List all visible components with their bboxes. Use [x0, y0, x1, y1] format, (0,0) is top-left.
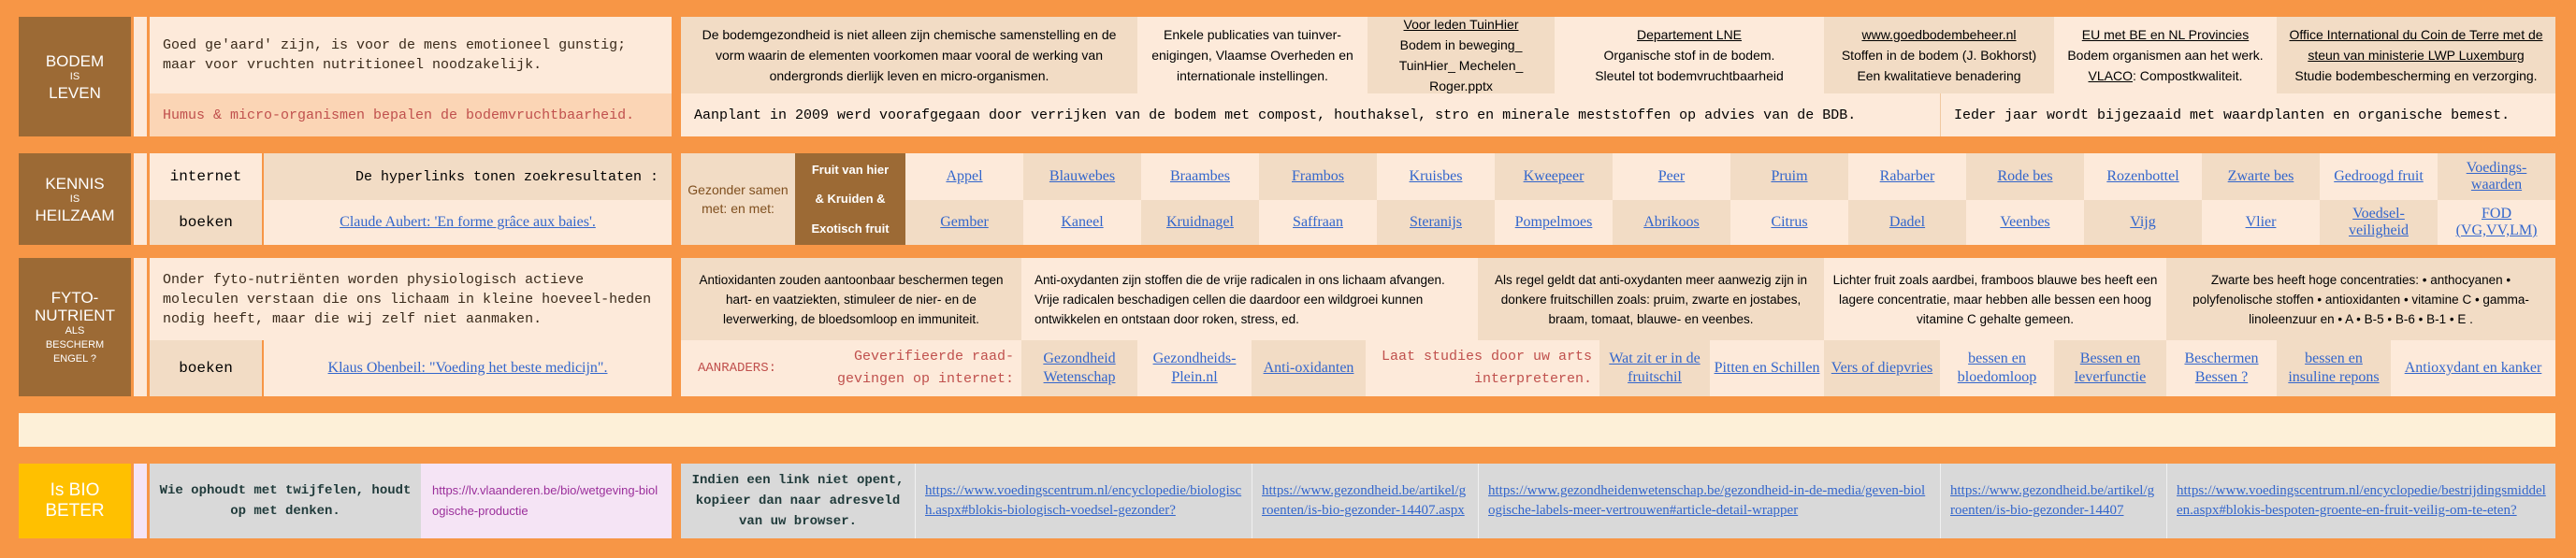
fyto-title-line4: BESCHERM — [45, 338, 105, 351]
aubert-link[interactable]: Claude Aubert: 'En forme grâce aux baies'. — [340, 214, 596, 230]
vlaco-link[interactable]: VLACO — [2088, 68, 2133, 83]
fyto-title-line2: NUTRIENT — [35, 306, 115, 324]
fruit-box-line3: Exotisch fruit — [811, 221, 890, 236]
vlaanderen-link[interactable]: https://lv.vlaanderen.be/bio/wetgeving-biologische-productie — [421, 464, 672, 538]
fruit-0-11 — [2202, 153, 2320, 200]
fruit-1-6-link[interactable]: Abrikoos — [1643, 214, 1700, 230]
spacer — [134, 17, 147, 136]
fruit-1-13-link[interactable]: FOD (VG,VV,LM) — [2455, 206, 2538, 238]
goedbodembeheer-link[interactable]: www.goedbodembeheer.nl — [1861, 27, 2017, 42]
fruit-1-9 — [1966, 200, 2084, 245]
fruit-0-2-link[interactable]: Braambes — [1170, 168, 1230, 184]
indien-text: Indien een link niet opent, kopieer dan naar adresveld van uw browser. — [681, 464, 915, 538]
fruit-0-3 — [1259, 153, 1377, 200]
bio-title-line1: Is BIO — [50, 480, 100, 500]
fyto-boeken-label: boeken — [150, 340, 262, 396]
antiox-text-5: Zwarte bes heeft hoge concentraties: • anthocyanen • polyfenolische stoffen • antioxidanten • vitamine C • gamma-linoleenzuur en • A • B-5 • B-6 • B-1 • E . — [2166, 258, 2555, 340]
advice-b-7-link[interactable]: Antioxydant en kanker — [2404, 360, 2542, 376]
bio-url-0 — [915, 464, 1252, 538]
antiox-text-1: Antioxidanten zouden aantoonbaar beschermen tegen hart- en vaatziekten, stimuleer de nier- en de leverwerking, de bloedsomloop en immuniteit. — [681, 258, 1021, 340]
bio-url-3 — [1940, 464, 2166, 538]
section-title-bio — [19, 464, 131, 538]
tuinhier-cell — [1368, 17, 1555, 93]
lne-link[interactable]: Departement LNE — [1636, 27, 1743, 42]
fyto-title-line1: FYTO- — [51, 288, 99, 307]
fruit-1-5 — [1495, 200, 1613, 245]
advice-b-4 — [2054, 340, 2166, 396]
fruit-1-3-link[interactable]: Saffraan — [1293, 214, 1343, 230]
goedbodembeheer-text2: Een kwalitatieve benadering — [1857, 68, 2021, 83]
advice-b-1 — [1710, 340, 1824, 396]
fyto-title-line3: ALS — [65, 324, 85, 336]
advice-b-0-link[interactable]: Wat zit er in de fruitschil — [1609, 351, 1700, 385]
advice-a-2-link[interactable]: Anti-oxidanten — [1263, 360, 1354, 376]
advice-a-1 — [1137, 340, 1252, 396]
vlaco-text: Compostkwaliteit. — [2139, 68, 2243, 83]
advice-b-3-link[interactable]: bessen en bloedomloop — [1957, 351, 2037, 385]
fruit-0-4 — [1377, 153, 1495, 200]
fruit-0-7 — [1730, 153, 1848, 200]
laat-studies-text: Laat studies door uw arts interpreteren. — [1366, 340, 1599, 396]
empty-band — [19, 413, 2555, 447]
kennis-title-line1: KENNIS — [45, 174, 105, 193]
bio-title-line2: BETER — [45, 501, 105, 521]
bio-url-2-link[interactable]: https://www.gezondheidenwetenschap.be/gezondheid-in-de-media/geven-biologische-labels-meer-vertrouwen#article-detail-wrapper — [1488, 483, 1926, 518]
fruit-1-10-link[interactable]: Vijg — [2130, 214, 2156, 230]
fruit-0-8-link[interactable]: Rabarber — [1879, 168, 1935, 184]
fruit-0-7-link[interactable]: Pruim — [1771, 168, 1808, 184]
advice-b-6 — [2277, 340, 2391, 396]
bio-url-1-link[interactable]: https://www.gezondheid.be/artikel/groenten/is-bio-gezonder-14407.aspx — [1262, 483, 1467, 518]
advice-a-2 — [1252, 340, 1366, 396]
bio-url-1 — [1252, 464, 1478, 538]
section-title-kennis — [19, 153, 131, 245]
eu-text: Bodem organismen aan het werk. — [2067, 48, 2264, 63]
internet-label: internet — [150, 153, 262, 200]
fruit-box — [795, 153, 905, 245]
fruit-0-0-link[interactable]: Appel — [946, 168, 983, 184]
fruit-box-line1: Fruit van hier — [811, 163, 890, 178]
antiox-text-2: Anti-oxydanten zijn stoffen die de vrije radicalen in ons lichaam afvangen. Vrije radicalen beschadigen cellen die daardoor een wildgroei kunnen ontwikkelen en ontstaan door roken, stress, ed. — [1021, 258, 1478, 340]
antiox-text-4: Lichter fruit zoals aardbei, framboos blauwe bes heeft een lagere concentratie, maar hebben alle bessen een hoog vitamine C gehalte gemeen. — [1824, 258, 2166, 340]
advice-b-3 — [1940, 340, 2054, 396]
spacer — [134, 153, 147, 245]
fruit-0-12 — [2320, 153, 2438, 200]
fruit-1-12 — [2320, 200, 2438, 245]
advice-a-1-link[interactable]: Gezondheids-Plein.nl — [1152, 351, 1237, 385]
bio-url-4 — [2166, 464, 2555, 538]
fruit-1-5-link[interactable]: Pompelmoes — [1514, 214, 1593, 230]
antiox-text-3: Als regel geldt dat anti-oxydanten meer aanwezig zijn in donkere fruitschillen zoals: pruim, zwarte en jostabes, braam, tomaat, blauwe- en veenbes. — [1478, 258, 1824, 340]
fruit-1-9-link[interactable]: Veenbes — [2000, 214, 2050, 230]
bio-url-2 — [1478, 464, 1940, 538]
boeken-label: boeken — [150, 200, 262, 245]
fruit-0-12-link[interactable]: Gedroogd fruit — [2334, 168, 2424, 184]
eu-cell: EU met BE en NL Provincies Bodem organismen aan het werk. VLACO: Compostkwaliteit. — [2054, 17, 2277, 93]
advice-b-0 — [1599, 340, 1710, 396]
fruit-1-10 — [2084, 200, 2202, 245]
bodem-intro: De bodemgezondheid is niet alleen zijn chemische samenstelling en de vorm waarin de elementen voorkomen maar vooral de werking van ondergronds dierlijk leven en micro-organismen. — [681, 17, 1137, 93]
section-title-bodem — [19, 17, 131, 136]
publicaties-text: Enkele publicaties van tuinver-enigingen, Vlaamse Overheden en internationale instellingen. — [1137, 17, 1368, 93]
fruit-1-7 — [1730, 200, 1848, 245]
fruit-1-2-link[interactable]: Kruidnagel — [1166, 214, 1234, 230]
fruit-1-8 — [1848, 200, 1966, 245]
office-text: Studie bodembescherming en verzorging. — [2294, 68, 2538, 83]
tuinhier-link[interactable]: Voor leden TuinHier — [1403, 17, 1519, 32]
fruit-0-4-link[interactable]: Kruisbes — [1409, 168, 1463, 184]
fruit-1-6 — [1613, 200, 1730, 245]
fruit-0-6-link[interactable]: Peer — [1657, 168, 1686, 184]
fruit-1-2 — [1141, 200, 1259, 245]
fruit-0-5-link[interactable]: Kweepeer — [1523, 168, 1585, 184]
office-cell — [2277, 17, 2555, 93]
spacer — [134, 464, 147, 538]
fruit-1-7-link[interactable]: Citrus — [1771, 214, 1808, 230]
geverifieerd-text: Geverifieerde raad-gevingen op internet: — [793, 340, 1021, 396]
office-link[interactable]: Office International du Coin de Terre met de steun van ministerie LWP Luxemburg — [2289, 27, 2543, 63]
bodem-title-line1: BODEM — [45, 51, 105, 70]
advice-b-6-link[interactable]: bessen en insuline repons — [2288, 351, 2380, 385]
aubert-cell — [264, 200, 672, 245]
fruit-0-5 — [1495, 153, 1613, 200]
fyto-text: Onder fyto-nutriënten worden physiologisch actieve moleculen verstaan die ons lichaam in kleine hoeveel-heden nodig heeft, maar die wij zelf niet aanmaken. — [150, 258, 672, 340]
bio-url-4-link[interactable]: https://www.voedingscentrum.nl/encyclopedie/bestrijdingsmiddelen.aspx#blokis-bespoten-groente-en-fruit-veilig-om-te-eten? — [2177, 483, 2546, 518]
spacer — [134, 258, 147, 396]
bodem-title-line3: LEVEN — [49, 83, 101, 102]
fruit-0-10 — [2084, 153, 2202, 200]
jaarlijks-text: Ieder jaar wordt bijgezaaid met waardplanten en organische bemest. — [1940, 93, 2555, 136]
fruit-0-1-link[interactable]: Blauwebes — [1049, 168, 1116, 184]
lne-text1: Organische stof in de bodem. — [1603, 48, 1775, 63]
section-title-fyto — [19, 258, 131, 396]
eu-link[interactable]: EU met BE en NL Provincies — [2081, 27, 2250, 42]
fruit-1-11 — [2202, 200, 2320, 245]
fruit-0-3-link[interactable]: Frambos — [1292, 168, 1344, 184]
goedbodembeheer-cell — [1824, 17, 2054, 93]
twijfel-quote: Wie ophoudt met twijfelen, houdt op met denken. — [150, 464, 421, 538]
goedbodembeheer-text1: Stoffen in de bodem (J. Bokhorst) — [1841, 48, 2037, 63]
fruit-1-13 — [2438, 200, 2555, 245]
fruit-1-1-link[interactable]: Kaneel — [1061, 214, 1104, 230]
hyperlinks-text: De hyperlinks tonen zoekresultaten : — [264, 153, 672, 200]
obenbeil-cell — [264, 340, 672, 396]
fruit-0-9 — [1966, 153, 2084, 200]
fruit-1-0-link[interactable]: Gember — [940, 214, 989, 230]
advice-b-5 — [2166, 340, 2277, 396]
tuinhier-text: Bodem in beweging_ TuinHier_ Mechelen_ Roger.pptx — [1398, 37, 1524, 93]
advice-b-4-link[interactable]: Bessen en leverfunctie — [2074, 351, 2147, 385]
advice-a-0-link[interactable]: Gezondheid Wetenschap — [1043, 351, 1116, 385]
advice-b-7 — [2391, 340, 2555, 396]
fruit-1-11-link[interactable]: Vlier — [2245, 214, 2277, 230]
fruit-1-12-link[interactable]: Voedsel-veiligheid — [2349, 206, 2409, 238]
bodem-quote: Goed ge'aard' zijn, is voor de mens emotioneel gunstig; maar voor vruchten nutritioneel noodzakelijk. — [150, 17, 672, 93]
kennis-title-line2: IS — [69, 193, 80, 205]
fruit-1-4 — [1377, 200, 1495, 245]
fruit-0-11-link[interactable]: Zwarte bes — [2227, 168, 2294, 184]
fruit-box-line2: & Kruiden & — [815, 192, 886, 207]
fruit-0-9-link[interactable]: Rode bes — [1997, 168, 2053, 184]
advice-b-2-link[interactable]: Vers of diepvries — [1831, 360, 1933, 376]
bio-url-0-link[interactable]: https://www.voedingscentrum.nl/encyclopedie/biologisch.aspx#blokis-biologisch-voedsel-gezonder? — [925, 483, 1242, 518]
fyto-title-line5: ENGEL ? — [52, 352, 97, 365]
fruit-1-0 — [905, 200, 1023, 245]
fruit-0-0 — [905, 153, 1023, 200]
advice-b-1-link[interactable]: Pitten en Schillen — [1714, 360, 1820, 376]
kennis-title-line3: HEILZAAM — [35, 206, 115, 224]
fruit-1-8-link[interactable]: Dadel — [1889, 214, 1926, 230]
fruit-1-3 — [1259, 200, 1377, 245]
humus-text: Humus & micro-organismen bepalen de bodemvruchtbaarheid. — [150, 93, 672, 136]
advice-b-2 — [1824, 340, 1940, 396]
fruit-0-6 — [1613, 153, 1730, 200]
fruit-0-13 — [2438, 153, 2555, 200]
advice-a-0 — [1021, 340, 1137, 396]
obenbeil-link[interactable]: Klaus Obenbeil: "Voeding het beste medicijn". — [327, 360, 608, 376]
lne-text2: Sleutel tot bodemvruchtbaarheid — [1595, 68, 1784, 83]
aanraders-label: AANRADERS: — [681, 340, 793, 396]
fruit-0-10-link[interactable]: Rozenbottel — [2106, 168, 2179, 184]
fruit-0-2 — [1141, 153, 1259, 200]
bodem-title-line2: IS — [69, 70, 80, 82]
gezonder-text: Gezonder samen met: en met: — [681, 153, 795, 245]
lne-cell — [1555, 17, 1824, 93]
fruit-1-4-link[interactable]: Steranijs — [1410, 214, 1462, 230]
fruit-0-1 — [1023, 153, 1141, 200]
advice-b-5-link[interactable]: Beschermen Bessen ? — [2184, 351, 2259, 385]
fruit-0-8 — [1848, 153, 1966, 200]
fruit-0-13-link[interactable]: Voedings-waarden — [2466, 160, 2527, 193]
fruit-1-1 — [1023, 200, 1141, 245]
aanplant-text: Aanplant in 2009 werd voorafgegaan door verrijken van de bodem met compost, houthaksel, stro en minerale meststoffen op advies van de BDB. — [681, 93, 1940, 136]
bio-url-3-link[interactable]: https://www.gezondheid.be/artikel/groenten/is-bio-gezonder-14407 — [1950, 483, 2155, 518]
